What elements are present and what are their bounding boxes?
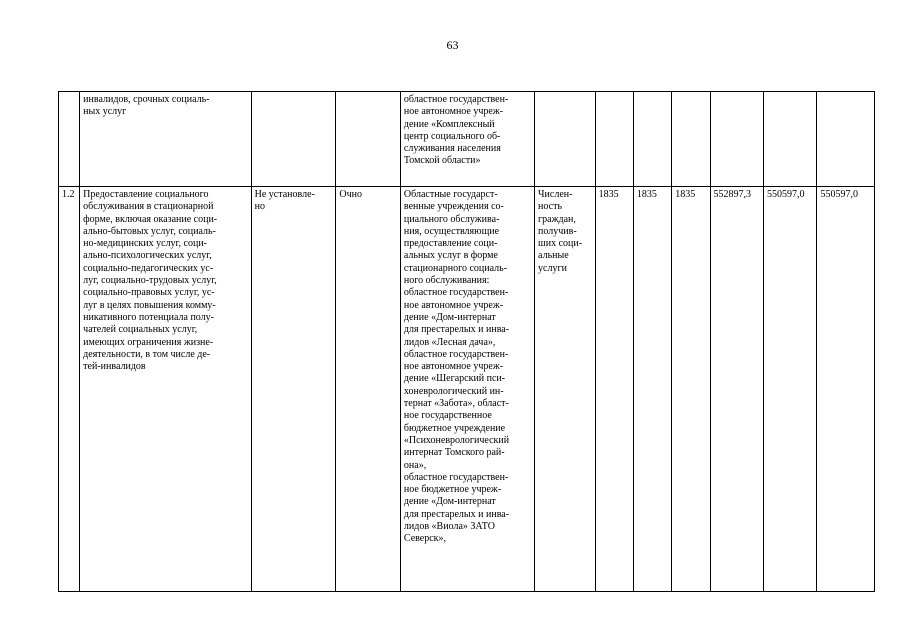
service-name-cell: инвалидов, срочных социаль- ных услуг (80, 92, 251, 187)
value-cell (817, 92, 875, 187)
form-cell: Очно (336, 187, 401, 592)
status-cell (251, 92, 336, 187)
table-row (59, 187, 875, 592)
value-cell (633, 92, 671, 187)
table-row (59, 92, 875, 187)
services-table (58, 91, 875, 592)
value-cell (672, 92, 710, 187)
value-cell (764, 92, 817, 187)
row-number-cell: 1.2 (59, 187, 80, 592)
status-cell: Не установле- но (251, 187, 336, 592)
indicator-cell (535, 92, 596, 187)
providers-cell: областное государствен- ное автономное учреж- дение «Комплексный центр социального об- служивания населения Томской области» (400, 92, 534, 187)
service-name-cell: Предоставление социального обслуживания в стационарной форме, включая оказание соци- ально-бытовых услуг, социаль- но-медицинских услуг, соци- ально-психологических услуг, социально-педагогических ус- луг, социально-трудовых услуг, социально-правовых услуг, ус- луг в целях повышения комму- никативного потенциала полу- чателей социальных услуг, имеющих ограничения жизне- деятельности, в том числе де- тей-инвалидов (80, 187, 251, 592)
row-number-cell (59, 92, 80, 187)
value-cell: 1835 (633, 187, 671, 592)
value-cell (710, 92, 763, 187)
providers-cell: Областные государст- венные учреждения со- циального обслужива- ния, осуществляющие предоставление соци- альных услуг в форме стационарного социаль- ного обслуживания: областное государствен- ное автономное учреж- дение «Дом-интернат для престарелых и инва- лидов «Лесная дача», областное государствен- ное автономное учреж- дение «Шегарский пси- хоневрологический ин- тернат «Забота», област- ное государственное бюджетное учреждение «Психоневрологический интернат Томского рай- она», областное государствен- ное бюджетное учреж- дение «Дом-интернат для престарелых и инва- лидов «Виола» ЗАТО Северск», (400, 187, 534, 592)
value-cell: 550597,0 (817, 187, 875, 592)
page-number: 63 (446, 38, 459, 52)
value-cell: 1835 (672, 187, 710, 592)
value-cell: 1835 (595, 187, 633, 592)
indicator-cell: Числен- ность граждан, получив- ших соци- альные услуги (535, 187, 596, 592)
form-cell (336, 92, 401, 187)
value-cell: 550597,0 (764, 187, 817, 592)
value-cell: 552897,3 (710, 187, 763, 592)
value-cell (595, 92, 633, 187)
